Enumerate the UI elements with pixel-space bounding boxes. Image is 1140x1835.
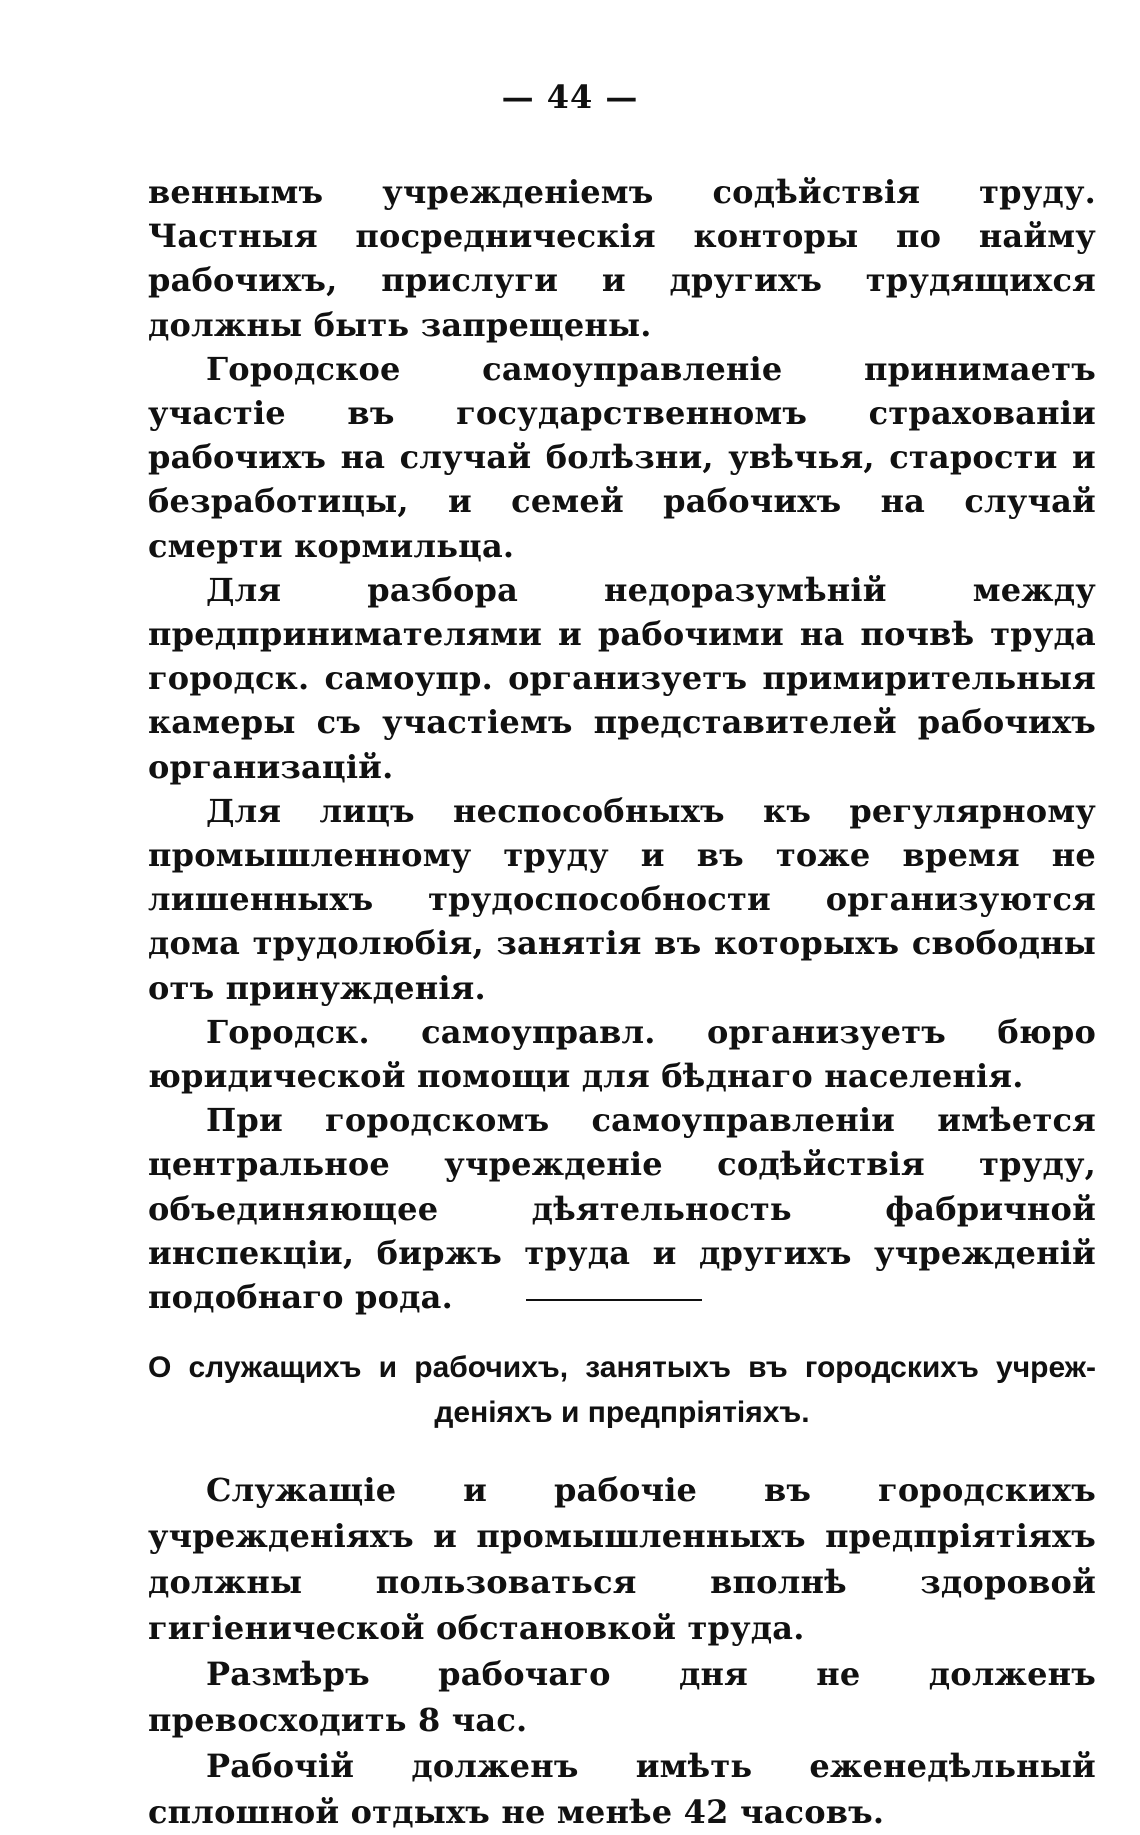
paragraph-labor-office: При городскомъ самоуправленіи имѣется центральное учрежденіе содѣйствія труду, объединяющее дѣятельность фабричной инспекціи, биржъ труда и другихъ учрежденій подобнаго рода.	[148, 1101, 1096, 1317]
paragraph-insurance: Городское самоуправленіе принимаетъ участіе въ государственномъ страхованіи рабочихъ на случай болѣзни, увѣчья, старости и безработицы, и семей рабочихъ на случай смерти кормильца.	[148, 349, 1096, 565]
page-number: — 44 —	[501, 78, 639, 116]
paragraph-workhouses: Для лицъ неспособныхъ къ регулярному промышленному труду и въ тоже время не лишенныхъ трудоспособности организуются дома трудолюбія, занятія въ которыхъ свободны отъ принужденія.	[148, 791, 1096, 1007]
page-body	[148, 170, 1096, 1835]
section-heading-line1: О служащихъ и рабочихъ, занятыхъ въ городскихъ учреж-	[148, 1351, 1096, 1385]
section-heading-line2: деніяхъ и предпріятіяхъ.	[434, 1396, 810, 1430]
section-divider	[526, 1299, 702, 1301]
section-heading	[148, 1345, 1096, 1435]
section-employees	[148, 1467, 1096, 1835]
paragraph-conciliation: Для разбора недоразумѣній между предпринимателями и рабочими на почвѣ труда городск. самоупр. организуетъ примирительныя камеры съ участіемъ представителей рабочихъ организацій.	[148, 570, 1096, 786]
paragraph-hygiene: Служащіе и рабочіе въ городскихъ учрежденіяхъ и промышленныхъ предпріятіяхъ должны пользоваться вполнѣ здоровой гигіенической обстановкой труда.	[148, 1471, 1096, 1648]
paragraph-working-day: Размѣръ рабочаго дня не долженъ превосходить 8 час.	[148, 1655, 1096, 1740]
paragraph-continuation: веннымъ учрежденіемъ содѣйствія труду. Частныя посредническія конторы по найму рабочихъ, прислуги и другихъ трудящихся должны быть запрещены.	[148, 173, 1096, 344]
paragraph-legal-aid: Городск. самоуправл. организуетъ бюро юридической помощи для бѣднаго населенія.	[148, 1012, 1096, 1096]
paragraph-weekly-rest: Рабочій долженъ имѣть еженедѣльный сплошной отдыхъ не менѣе 42 часовъ.	[148, 1747, 1096, 1832]
